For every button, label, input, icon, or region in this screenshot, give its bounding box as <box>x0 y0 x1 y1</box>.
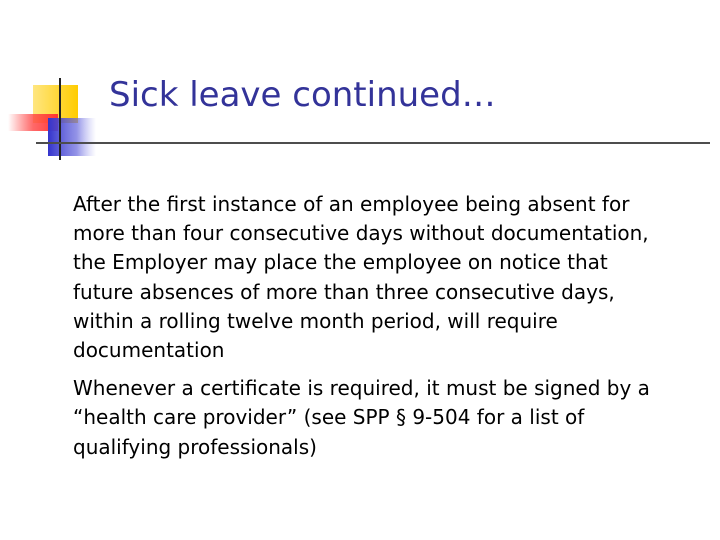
decorative-corner-graphic <box>0 0 100 170</box>
deco-vertical-line <box>59 78 61 160</box>
title-underline <box>36 142 710 144</box>
slide-title: Sick leave continued… <box>109 75 496 115</box>
slide-body <box>73 190 673 471</box>
body-paragraph: Whenever a certificate is required, it must be signed by a “health care provider” (see SPP § 9-504 for a list of qualifying professionals) <box>73 376 650 459</box>
deco-blue-square <box>48 118 96 156</box>
body-paragraph: After the first instance of an employee being absent for more than four consecutive days without documentation, the Employer may place the employee on notice that future absences of more than three consecutive days, within a rolling twelve month period, will require documentation <box>73 192 649 363</box>
